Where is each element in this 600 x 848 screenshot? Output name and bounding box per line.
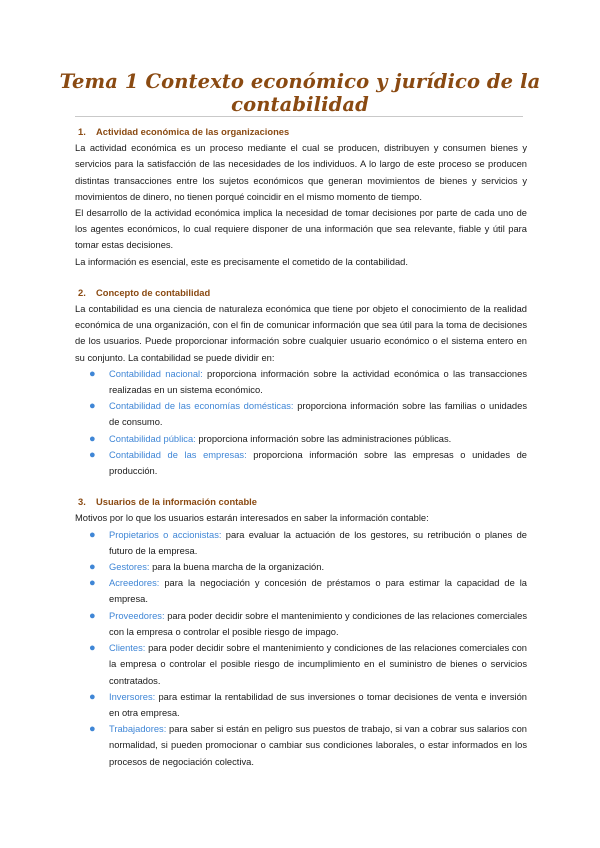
list-item-text: proporciona información sobre la actividad económica o las transacciones realizadas en un sistema económico. bbox=[109, 368, 527, 396]
section-number: 3. bbox=[78, 497, 86, 508]
bullet-icon: ● bbox=[89, 642, 96, 655]
list-item-term: Proveedores: bbox=[109, 610, 165, 621]
list-item-term: Trabajadores: bbox=[109, 724, 167, 735]
paragraph: La información es esencial, este es precisamente el cometido de la contabilidad. bbox=[75, 256, 408, 267]
bullet-list bbox=[75, 366, 527, 479]
list-item bbox=[75, 366, 527, 398]
list-item-text: proporciona información sobre las administraciones públicas. bbox=[195, 433, 452, 444]
list-item bbox=[75, 559, 527, 575]
list-item-text: para la negociación y concesión de préstamos o para estimar la capacidad de la empresa. bbox=[109, 578, 527, 605]
list-item bbox=[75, 689, 527, 721]
list-item bbox=[75, 447, 527, 479]
list-item-text: para evaluar la actuación de los gestores, su retribución o planes de futuro de la empresa. bbox=[109, 529, 527, 556]
list-item bbox=[75, 640, 527, 689]
list-item-text: para estimar la rentabilidad de sus inversiones o tomar decisiones de venta e inversión en otra empresa. bbox=[109, 691, 527, 718]
list-item-text: proporciona información sobre las familias o unidades de consumo. bbox=[109, 401, 527, 428]
list-item-text: para poder decidir sobre el mantenimiento y condiciones de las relaciones comerciales con la empresa o controlar el posible riesgo de incumplimiento en el suministro de bienes o servicios contratados. bbox=[109, 643, 527, 686]
list-item-term: Inversores: bbox=[109, 691, 156, 702]
section-title: Concepto de contabilidad bbox=[96, 287, 211, 298]
bullet-icon: ● bbox=[89, 561, 96, 574]
list-item-text: para la buena marcha de la organización. bbox=[149, 562, 325, 573]
list-item-text: para poder decidir sobre el mantenimiento y condiciones de las relaciones comerciales con la empresa o controlar el posible riesgo de impago. bbox=[109, 610, 527, 637]
section-heading bbox=[75, 285, 527, 301]
bullet-icon: ● bbox=[89, 528, 96, 541]
section-number: 2. bbox=[78, 287, 86, 298]
section-title: Usuarios de la información contable bbox=[96, 497, 257, 508]
list-item-term: Contabilidad de las empresas: bbox=[109, 449, 247, 460]
paragraph: El desarrollo de la actividad económica implica la necesidad de tomar decisiones por parte de cada uno de los agentes económicos, lo cual requiere disponer de una información que sea relevante, fiable y útil para tomar estas decisiones. bbox=[75, 208, 527, 251]
paragraph: Motivos por lo que los usuarios estarán interesados en saber la información contable: bbox=[75, 513, 429, 524]
list-item bbox=[75, 431, 527, 447]
title-divider bbox=[75, 116, 523, 117]
bullet-icon: ● bbox=[89, 690, 96, 703]
list-item-term: Gestores: bbox=[109, 562, 150, 573]
list-item-term: Clientes: bbox=[109, 643, 146, 654]
list-item-term: Contabilidad nacional: bbox=[109, 368, 203, 379]
bullet-icon: ● bbox=[89, 448, 96, 461]
list-item-text: proporciona información sobre las empresas o unidades de producción. bbox=[109, 449, 527, 477]
section-heading bbox=[75, 124, 527, 140]
list-item-term: Contabilidad pública: bbox=[109, 433, 196, 444]
list-item bbox=[75, 575, 527, 607]
page-title: Tema 1 Contexto económico y jurídico de la contabilidad bbox=[59, 70, 541, 116]
bullet-list bbox=[75, 527, 527, 770]
section-title: Actividad económica de las organizaciones bbox=[96, 127, 290, 137]
list-item-text: para saber si están en peligro sus puestos de trabajo, si van a cobrar sus salarios con normalidad, si pueden promocionar o cambiar sus condiciones laborales, o estar informados en los procesos de negociación colectiva. bbox=[109, 724, 527, 767]
section-number: 1. bbox=[78, 127, 86, 137]
list-item-term: Propietarios o accionistas: bbox=[109, 529, 222, 540]
list-item-term: Contabilidad de las economías domésticas: bbox=[109, 401, 294, 412]
bullet-icon: ● bbox=[89, 723, 96, 736]
paragraph: La contabilidad es una ciencia de naturaleza económica que tiene por objeto el conocimiento de la realidad económica de una organización, con el fin de comunicar información que sea útil para la toma de decisiones de los usuarios. Puede proporcionar información sobre cualquier usuario económico o el sistema entero en su conjunto. La contabilidad se puede dividir en: bbox=[75, 304, 527, 363]
list-item bbox=[75, 527, 527, 559]
list-item bbox=[75, 608, 527, 640]
bullet-icon: ● bbox=[89, 400, 96, 413]
bullet-icon: ● bbox=[89, 609, 96, 622]
bullet-icon: ● bbox=[89, 432, 96, 445]
bullet-icon: ● bbox=[89, 367, 96, 380]
section-heading bbox=[75, 494, 527, 510]
list-item-term: Acreedores: bbox=[109, 578, 160, 589]
list-item bbox=[75, 398, 527, 430]
list-item bbox=[75, 721, 527, 770]
paragraph: La actividad económica es un proceso mediante el cual se producen, distribuyen y consumen bienes y servicios para la satisfacción de las necesidades de los individuos. A lo largo de este proceso se producen distintas transacciones entre los sujetos económicos que generan movimientos de bienes y servicios y movimientos de dinero, no tienen porqué coincidir en el mismo momento de tiempo. bbox=[75, 143, 527, 202]
document-body bbox=[75, 124, 527, 770]
bullet-icon: ● bbox=[89, 577, 96, 590]
